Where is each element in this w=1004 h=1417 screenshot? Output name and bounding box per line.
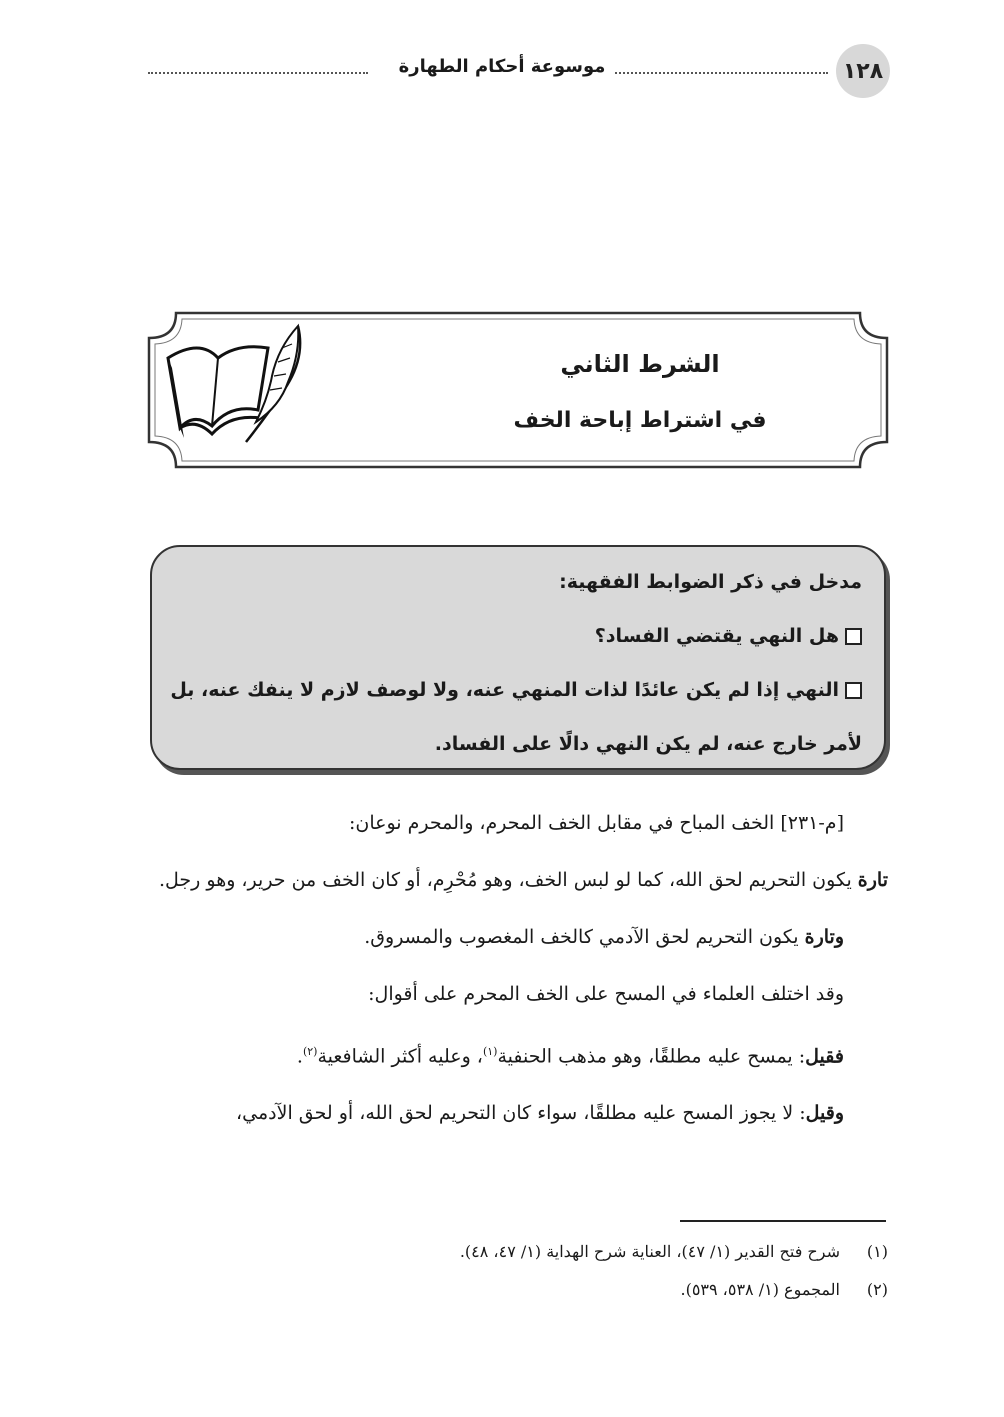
paragraph: وتارة يكون التحريم لحق الآدمي كالخف المغصوب والمسروق. <box>364 926 844 948</box>
footnote: (١)شرح فتح القدير (١/ ٤٧)، العناية شرح الهداية (١/ ٤٧، ٤٨). <box>459 1242 888 1261</box>
page-number: ١٢٨ <box>836 44 890 98</box>
footnotes <box>146 1233 888 1309</box>
principle-item-continuation: لأمر خارج عنه، لم يكن النهي دالًا على الفساد. <box>434 733 862 755</box>
checkbox-icon <box>845 628 862 645</box>
paragraph: وقيل: لا يجوز المسح عليه مطلقًا، سواء كان التحريم لحق الله، أو لحق الآدمي، <box>236 1102 844 1125</box>
chapter-subtitle: في اشتراط إباحة الخف <box>513 408 767 433</box>
principles-heading: مدخل في ذكر الضوابط الفقهية: <box>559 571 862 593</box>
paragraph: وقد اختلف العلماء في المسح على الخف المحرم على أقوال: <box>368 983 844 1005</box>
paragraph: تارة يكون التحريم لحق الله، كما لو لبس الخف، وهو مُحْرِم، أو كان الخف من حرير، وهو رجل. <box>158 869 888 891</box>
principles-box <box>150 545 886 770</box>
footnote-ref[interactable]: (١) <box>482 1045 498 1058</box>
body-text <box>146 795 888 1142</box>
chapter-title: الشرط الثاني <box>560 350 720 378</box>
footnote-separator <box>680 1220 886 1222</box>
principle-item: هل النهي يقتضي الفساد؟ <box>174 609 862 663</box>
checkbox-icon <box>845 682 862 699</box>
paragraph: [م-٢٣١] الخف المباح في مقابل الخف المحرم، والمحرم نوعان: <box>349 812 844 834</box>
footnote: (٢)المجموع (١/ ٥٣٨، ٥٣٩). <box>680 1280 888 1299</box>
book-title: موسوعة أحكام الطهارة <box>389 56 616 77</box>
principle-item: النهي إذا لم يكن عائدًا لذات المنهي عنه، ولا لوصف لازم لا ينفك عنه، بل <box>174 663 862 717</box>
paragraph: فقيل: يمسح عليه مطلقًا، وهو مذهب الحنفية$^{(١)}$، وعليه أكثر الشافعية$^{(٢)}$. <box>296 1045 844 1068</box>
footnote-ref[interactable]: (٢) <box>302 1045 318 1058</box>
open-book-quill-icon <box>160 318 310 448</box>
